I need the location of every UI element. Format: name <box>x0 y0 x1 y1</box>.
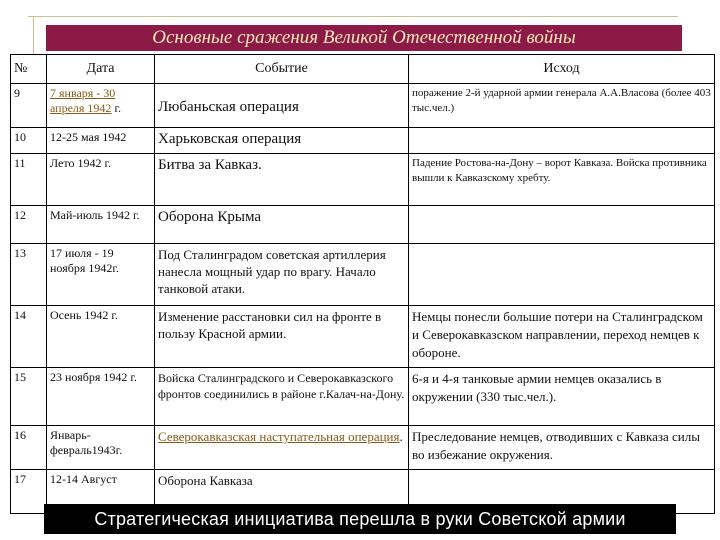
slide-title: Основные сражения Великой Отечественной войны <box>46 25 682 51</box>
decorative-line-horizontal <box>28 16 678 17</box>
row-num: 16 <box>11 426 47 470</box>
row-event: Любаньская операция <box>155 84 409 128</box>
table-row <box>11 426 715 470</box>
table-row <box>11 154 715 206</box>
row-num: 14 <box>11 306 47 368</box>
conclusion-banner: Стратегическая инициатива перешла в руки Советской армии <box>44 504 676 534</box>
header-num: № <box>11 55 47 84</box>
row-date: 12-14 Август <box>47 470 155 514</box>
row-outcome: 6-я и 4-я танковые армии немцев оказались в окружении (330 тыс.чел.). <box>409 368 715 426</box>
row-event: Под Сталинградом советская артиллерия нанесла мощный удар по врагу. Начало танковой атаки. <box>155 244 409 306</box>
event-suffix: . <box>399 429 403 444</box>
row-date: 17 июля - 19 ноября 1942г. <box>47 244 155 306</box>
header-date: Дата <box>47 55 155 84</box>
row-outcome: Падение Ростова-на-Дону – ворот Кавказа. Войска противника вышли к Кавказскому хребту. <box>409 154 715 206</box>
header-outcome: Исход <box>409 55 715 84</box>
row-num: 12 <box>11 206 47 244</box>
header-event: Событие <box>155 55 409 84</box>
row-date <box>47 84 155 128</box>
row-num: 17 <box>11 470 47 514</box>
row-outcome: Преследование немцев, отводивших с Кавказа силы во избежание окружения. <box>409 426 715 470</box>
row-event: Харьковская операция <box>155 128 409 154</box>
row-event: Оборона Кавказа <box>155 470 409 514</box>
row-num: 9 <box>11 84 47 128</box>
table-row <box>11 128 715 154</box>
row-event: Битва за Кавказ. <box>155 154 409 206</box>
table-row <box>11 244 715 306</box>
row-date: Лето 1942 г. <box>47 154 155 206</box>
row-date: Осень 1942 г. <box>47 306 155 368</box>
row-outcome <box>409 206 715 244</box>
event-link[interactable]: Северокавказская наступательная операция <box>158 429 400 444</box>
table-header-row <box>11 55 715 84</box>
date-suffix: г. <box>111 101 122 115</box>
table-row <box>11 306 715 368</box>
row-date: Май-июль 1942 г. <box>47 206 155 244</box>
row-event: Войска Сталинградского и Северокавказского фронтов соединились в районе г.Калач-на-Дону. <box>155 368 409 426</box>
row-outcome: поражение 2-й ударной армии генерала А.А.Власова (более 403 тыс.чел.) <box>409 84 715 128</box>
row-event: Оборона Крыма <box>155 206 409 244</box>
row-date: Январь-февраль1943г. <box>47 426 155 470</box>
decorative-line-vertical <box>33 16 34 54</box>
row-num: 15 <box>11 368 47 426</box>
row-num: 13 <box>11 244 47 306</box>
table-row <box>11 206 715 244</box>
date-link[interactable]: 7 января - 30 апреля 1942 <box>50 86 116 115</box>
table-row <box>11 84 715 128</box>
row-num: 11 <box>11 154 47 206</box>
row-outcome <box>409 128 715 154</box>
row-event: Изменение расстановки сил на фронте в пользу Красной армии. <box>155 306 409 368</box>
row-date: 12-25 мая 1942 <box>47 128 155 154</box>
row-num: 10 <box>11 128 47 154</box>
battles-table <box>10 54 715 514</box>
row-date: 23 ноября 1942 г. <box>47 368 155 426</box>
table-row <box>11 368 715 426</box>
row-outcome: Немцы понесли большие потери на Сталинградском и Северокавказском направлении, переход немцев к обороне. <box>409 306 715 368</box>
row-event <box>155 426 409 470</box>
row-outcome <box>409 244 715 306</box>
